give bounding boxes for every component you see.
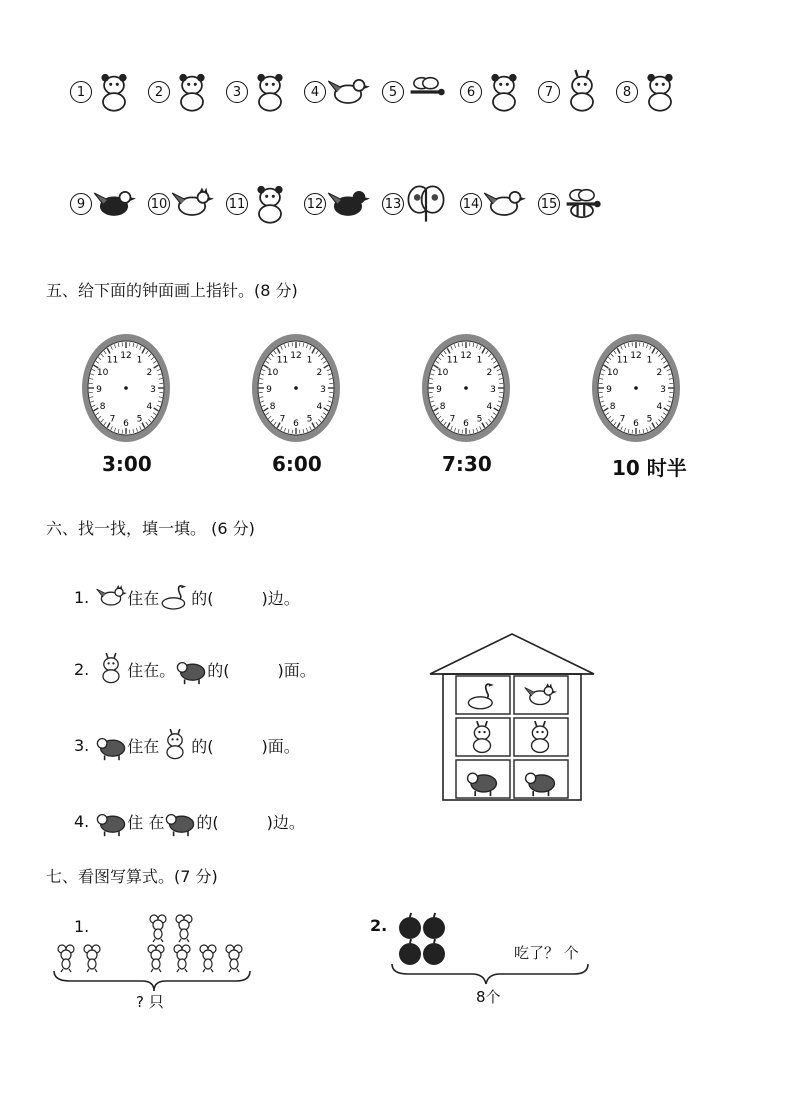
clock-number: 2 [486,368,493,378]
circled-number: 1 [70,81,92,103]
question-number: 1. [74,587,90,607]
animal-row-1 [70,68,730,116]
circled-number: 3 [226,81,248,103]
animal-row-2 [70,180,730,228]
question-text: 的( [196,812,219,832]
animal-item [616,68,682,116]
clock-number: 1 [306,355,313,366]
animal-item [70,180,136,228]
section7-title: 七、看图写算式。(7 分) [46,867,218,886]
animal-item [538,180,604,228]
mouse-icon [170,68,214,116]
circled-number: 12 [304,193,326,215]
clock-number: 5 [646,414,653,425]
goat-icon [532,721,549,752]
dragonfly-icon [404,68,448,116]
clock-number: 1 [136,355,143,366]
question-text: 住在。 [127,660,176,680]
clock-number: 10 [436,368,449,378]
q7-1-caption: ? 只 [136,993,164,1011]
question-text: 的( [207,660,230,680]
mouse-icon [200,945,216,972]
clock-number: 9 [266,385,272,395]
clock-face[interactable] [80,332,190,448]
clock-number: 12 [460,351,472,361]
clock-number: 3 [660,385,666,395]
monkey-icon [248,180,292,228]
pigeon-icon [482,180,526,228]
animal-item [148,68,214,116]
circled-number: 10 [148,193,170,215]
fill-question [74,804,305,838]
clock-number: 3 [150,385,156,395]
question-text: 住 在 [127,812,165,832]
goose-icon [159,580,191,614]
butterfly-icon [404,180,448,228]
q7-2 [368,912,598,1012]
clock-number: 7 [279,414,286,425]
circled-number: 7 [538,81,560,103]
mouse-icon [150,915,166,942]
question-text: )面。 [277,660,316,680]
mouse-icon [148,945,164,972]
circled-number: 5 [382,81,404,103]
question-text: )边。 [261,588,300,608]
circled-number: 2 [148,81,170,103]
q7-2-caption: 8个 [476,988,501,1006]
clock-number: 5 [476,414,483,425]
clock-number: 4 [656,402,663,412]
mice-group [50,905,260,995]
clock-number: 4 [486,402,493,412]
bird-icon [326,68,370,116]
mouse-icon [84,945,100,972]
circled-number: 8 [616,81,638,103]
animal-item [538,68,604,116]
circled-number: 13 [382,193,404,215]
goat-icon [159,728,191,762]
animal-item [460,68,526,116]
clock-number: 6 [293,419,299,429]
circled-number: 6 [460,81,482,103]
animal-item [70,68,136,116]
mouse-icon [58,945,74,972]
clock-number: 3 [320,385,326,395]
question-number: 2. [74,659,90,679]
question-text: 的( [191,736,214,756]
rooster-icon [95,580,127,614]
dog-icon [248,68,292,116]
clock-number: 11 [446,355,459,366]
clock-number: 10 [266,368,279,378]
clock-face[interactable] [250,332,360,448]
animal-item [460,180,526,228]
apple-icon [423,939,445,965]
q7-1-number: 1. [74,917,90,936]
clock-number: 11 [276,355,289,366]
clock-number: 2 [316,368,323,378]
squirrel-icon [482,68,526,116]
crow-icon [326,180,370,228]
clock-number: 9 [436,385,442,395]
clock-number: 4 [316,402,323,412]
clock-number: 1 [476,355,483,366]
rabbit-icon [474,721,491,752]
clock-number: 10 [606,368,619,378]
circled-number: 15 [538,193,560,215]
question-number: 4. [74,811,90,831]
clock-number: 6 [633,419,639,429]
clock-number: 9 [606,385,612,395]
goose-icon [468,683,494,709]
clock-number: 7 [109,414,116,425]
fill-question [74,728,300,762]
q7-2-eaten: 吃了？ 个 [514,944,579,962]
clock-number: 5 [136,414,143,425]
clock-number: 6 [463,419,469,429]
swallow-icon [92,180,136,228]
pig-icon [175,652,207,686]
animal-item [148,180,214,228]
animal-item [226,68,292,116]
cow-icon [164,804,196,838]
clock-time-label: 7:30 [442,452,492,476]
rooster-icon [170,180,214,228]
cow-icon [526,773,555,796]
house-diagram [428,632,598,806]
clock-number: 9 [96,385,102,395]
clock-number: 2 [656,368,663,378]
clock-number: 7 [449,414,456,425]
mouse-icon [226,945,242,972]
question-text: )面。 [261,736,300,756]
q7-2-number: 2. [370,916,388,935]
q7-1 [50,905,260,1015]
rabbit-icon [95,652,127,686]
clock-number: 4 [146,402,153,412]
clock-number: 8 [269,402,276,412]
clock-number: 11 [616,355,629,366]
animal-item [382,180,448,228]
section6-title: 六、找一找，填一填。 (6 分) [46,519,255,538]
bee-icon [560,180,604,228]
clock-number: 11 [106,355,119,366]
question-text: )边。 [266,812,305,832]
rabbit-icon [560,68,604,116]
cow-icon [95,728,127,762]
mouse-icon [176,915,192,942]
question-text: 住在 [127,736,160,756]
clock-time-label: 6:00 [272,452,322,476]
clock-number: 8 [609,402,616,412]
clock-number: 8 [99,402,106,412]
clock-time-label: 3:00 [102,452,152,476]
pig-icon [95,804,127,838]
clock-number: 12 [120,351,132,361]
clock-number: 1 [646,355,653,366]
clock-time-label: 10 时半 [612,456,687,480]
tiger-icon [92,68,136,116]
circled-number: 11 [226,193,248,215]
clock-number: 12 [630,351,642,361]
circled-number: 9 [70,193,92,215]
fill-question [74,580,300,614]
animal-item [304,68,370,116]
circled-number: 4 [304,81,326,103]
rooster-icon [525,683,557,704]
clock-number: 12 [290,351,302,361]
clock-number: 5 [306,414,313,425]
clock-number: 7 [619,414,626,425]
bear-icon [638,68,682,116]
circled-number: 14 [460,193,482,215]
question-number: 3. [74,735,90,755]
question-text: 住在 [127,588,160,608]
animal-item [304,180,370,228]
apple-icon [399,939,421,965]
clock-number: 8 [439,402,446,412]
fill-question [74,652,316,686]
animal-item [382,68,448,116]
clock-number: 3 [490,385,496,395]
clock-face[interactable] [590,332,700,448]
clock-number: 10 [96,368,109,378]
pig-icon [468,773,497,796]
question-text: 的( [191,588,214,608]
animal-item [226,180,292,228]
clock-face[interactable] [420,332,530,448]
apple-icon [399,913,421,939]
clock-number: 2 [146,368,153,378]
apple-icon [423,913,445,939]
mouse-icon [174,945,190,972]
section5-title: 五、给下面的钟面画上指针。(8 分) [46,281,298,300]
clock-number: 6 [123,419,129,429]
